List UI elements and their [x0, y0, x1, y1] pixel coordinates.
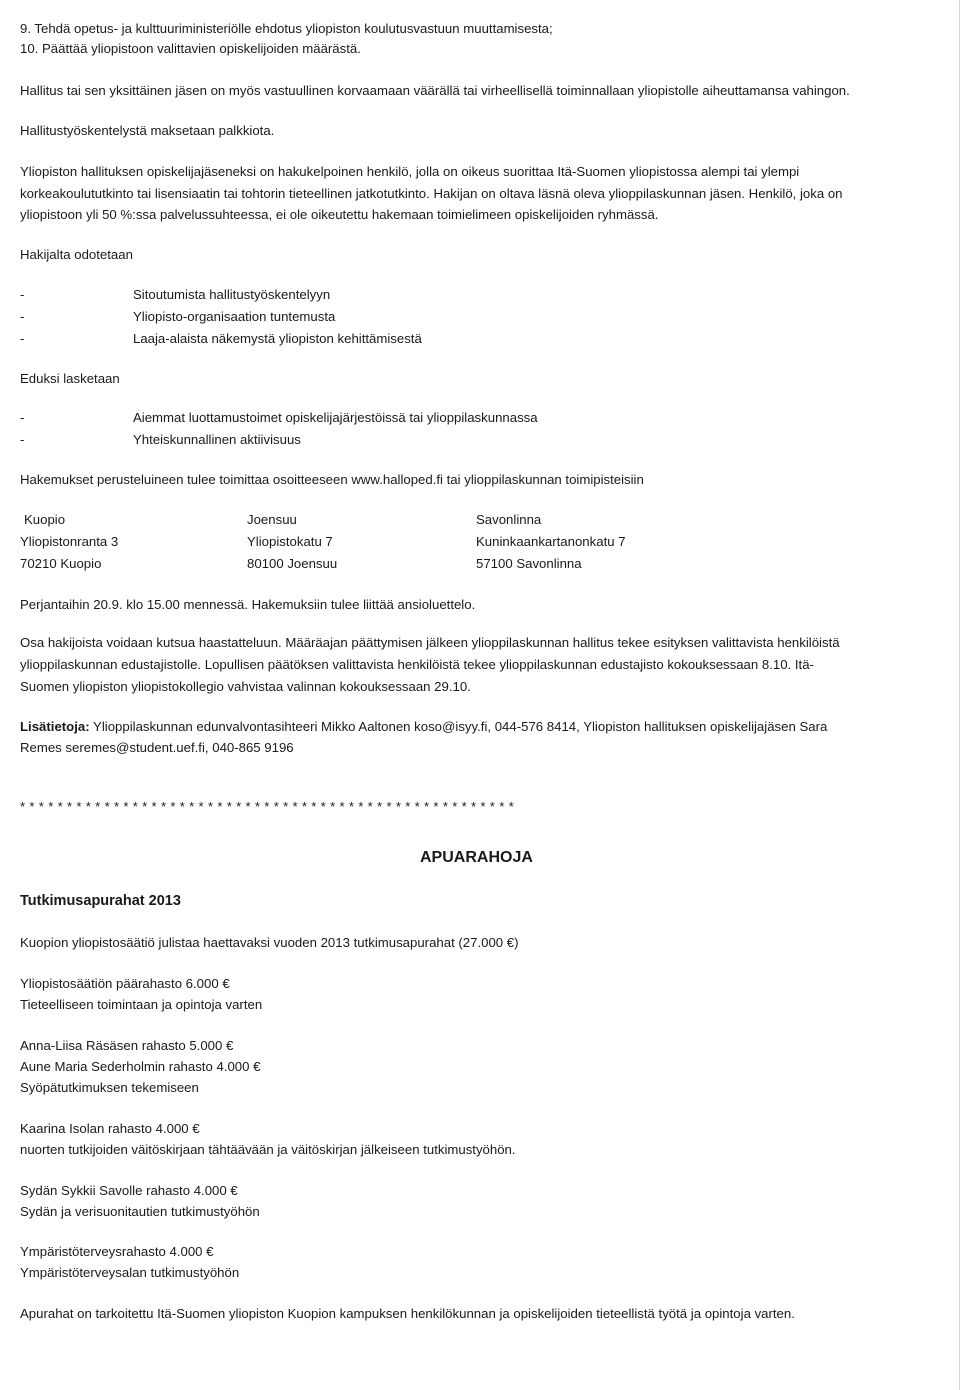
selection-line-1: Osa hakijoista voidaan kutsua haastatteluun. Määräajan päättymisen jälkeen ylioppilaskunnan hallitus tekee esityksen valittavista henkilöistä: [20, 635, 840, 650]
office-savonlinna-name: Savonlinna: [476, 512, 542, 527]
expected-item: Laaja-alaista näkemystä yliopiston kehittämisestä: [133, 331, 422, 346]
merits-title: Eduksi lasketaan: [20, 371, 120, 386]
info-line-2: Remes seremes@student.uef.fi, 040-865 9196: [20, 740, 294, 755]
grant-name: Sydän Sykkii Savolle rahasto 4.000 €: [20, 1183, 238, 1198]
office-joensuu-street: Yliopistokatu 7: [247, 534, 333, 549]
info-label: Lisätietoja:: [20, 719, 90, 734]
info-contact-text: Ylioppilaskunnan edunvalvontasihteeri Mikko Aaltonen koso@isyy.fi, 044-576 8414, Yliopiston hallituksen opiskelijajäsen Sara: [89, 719, 828, 734]
grant-description: nuorten tutkijoiden väitöskirjaan tähtäävään ja väitöskirjan jälkeiseen tutkimustyöhön.: [20, 1142, 516, 1157]
grant-name: Aune Maria Sederholmin rahasto 4.000 €: [20, 1059, 261, 1074]
fee-paragraph: Hallitustyöskentelystä maksetaan palkkiota.: [20, 123, 275, 138]
office-kuopio-name: Kuopio: [24, 512, 66, 527]
grants-heading: APUARAHOJA: [420, 849, 533, 866]
eligibility-line-1: Yliopiston hallituksen opiskelijajäseneksi on hakukelpoinen henkilö, jolla on oikeus suorittaa Itä-Suomen yliopistossa alempi tai ylempi: [20, 164, 800, 179]
selection-line-3: Suomen yliopiston yliopistokollegio vahvistaa valinnan kokouksessaan 29.10.: [20, 679, 471, 694]
office-joensuu-name: Joensuu: [247, 512, 297, 527]
list-bullet: -: [20, 287, 25, 302]
grant-name: Ympäristöterveysrahasto 4.000 €: [20, 1244, 214, 1259]
submit-instructions: Hakemukset perusteluineen tulee toimittaa osoitteeseen www.halloped.fi tai ylioppilaskunnan toimipisteisiin: [20, 472, 644, 487]
grant-description: Syöpätutkimuksen tekemiseen: [20, 1080, 199, 1095]
info-line-1: [20, 718, 827, 736]
section-separator: * * * * * * * * * * * * * * * * * * * * * * * * * * * * * * * * * * * * * * * * * * * * * * * * * * * * *: [20, 799, 515, 814]
list-item-10: 10. Päättää yliopistoon valittavien opiskelijoiden määrästä.: [20, 41, 361, 56]
grant-description: Ympäristöterveysalan tutkimustyöhön: [20, 1265, 240, 1280]
selection-line-2: ylioppilaskunnan edustajistolle. Lopullisen päätöksen valittavista henkilöistä tekee ylioppilaskunnan edustajisto kokouksessaan 8.10. Itä-: [20, 657, 814, 672]
deadline-text: Perjantaihin 20.9. klo 15.00 mennessä. Hakemuksiin tulee liittää ansioluettelo.: [20, 597, 476, 612]
eligibility-line-2: korkeakoulututkinto tai lisensiaatin tai tohtorin tieteellinen jatkotutkinto. Hakijan on oltava läsnä oleva ylioppilaskunnan jäsen. Henkilö, joka on: [20, 186, 843, 201]
responsibility-paragraph: Hallitus tai sen yksittäinen jäsen on myös vastuullinen korvaamaan väärällä tai virheellisellä toiminnallaan yliopistolle aiheuttamansa vahingon.: [20, 83, 850, 98]
list-bullet: -: [20, 331, 25, 346]
grant-name: Yliopistosäätiön päärahasto 6.000 €: [20, 976, 230, 991]
merit-item: Yhteiskunnallinen aktiivisuus: [133, 432, 301, 447]
expected-title: Hakijalta odotetaan: [20, 247, 133, 262]
list-bullet: -: [20, 309, 25, 324]
grant-name: Kaarina Isolan rahasto 4.000 €: [20, 1121, 200, 1136]
grants-intro: Kuopion yliopistosäätiö julistaa haettavaksi vuoden 2013 tutkimusapurahat (27.000 €): [20, 935, 519, 950]
office-savonlinna-postal: 57100 Savonlinna: [476, 556, 582, 571]
grant-description: Tieteelliseen toimintaan ja opintoja varten: [20, 997, 263, 1012]
office-kuopio-street: Yliopistonranta 3: [20, 534, 119, 549]
grants-subheading: Tutkimusapurahat 2013: [20, 893, 181, 909]
grants-purpose: Apurahat on tarkoitettu Itä-Suomen yliopiston Kuopion kampuksen henkilökunnan ja opiskelijoiden tieteellistä työtä ja opintoja varten.: [20, 1306, 795, 1321]
list-bullet: -: [20, 432, 25, 447]
merit-item: Aiemmat luottamustoimet opiskelijajärjestöissä tai ylioppilaskunnassa: [133, 410, 538, 425]
list-item-9: 9. Tehdä opetus- ja kulttuuriministeriölle ehdotus yliopiston koulutusvastuun muuttamisesta;: [20, 21, 553, 36]
list-bullet: -: [20, 410, 25, 425]
office-joensuu-postal: 80100 Joensuu: [247, 556, 338, 571]
office-savonlinna-street: Kuninkaankartanonkatu 7: [476, 534, 626, 549]
grant-name: Anna-Liisa Räsäsen rahasto 5.000 €: [20, 1038, 234, 1053]
expected-item: Sitoutumista hallitustyöskentelyyn: [133, 287, 331, 302]
eligibility-line-3: yliopistoon yli 50 %:ssa palvelussuhteessa, ei ole oikeutettu hakemaan toimielimeen opiskelijoiden ryhmässä.: [20, 207, 659, 222]
expected-item: Yliopisto-organisaation tuntemusta: [133, 309, 336, 324]
office-kuopio-postal: 70210 Kuopio: [20, 556, 102, 571]
grant-description: Sydän ja verisuonitautien tutkimustyöhön: [20, 1204, 260, 1219]
